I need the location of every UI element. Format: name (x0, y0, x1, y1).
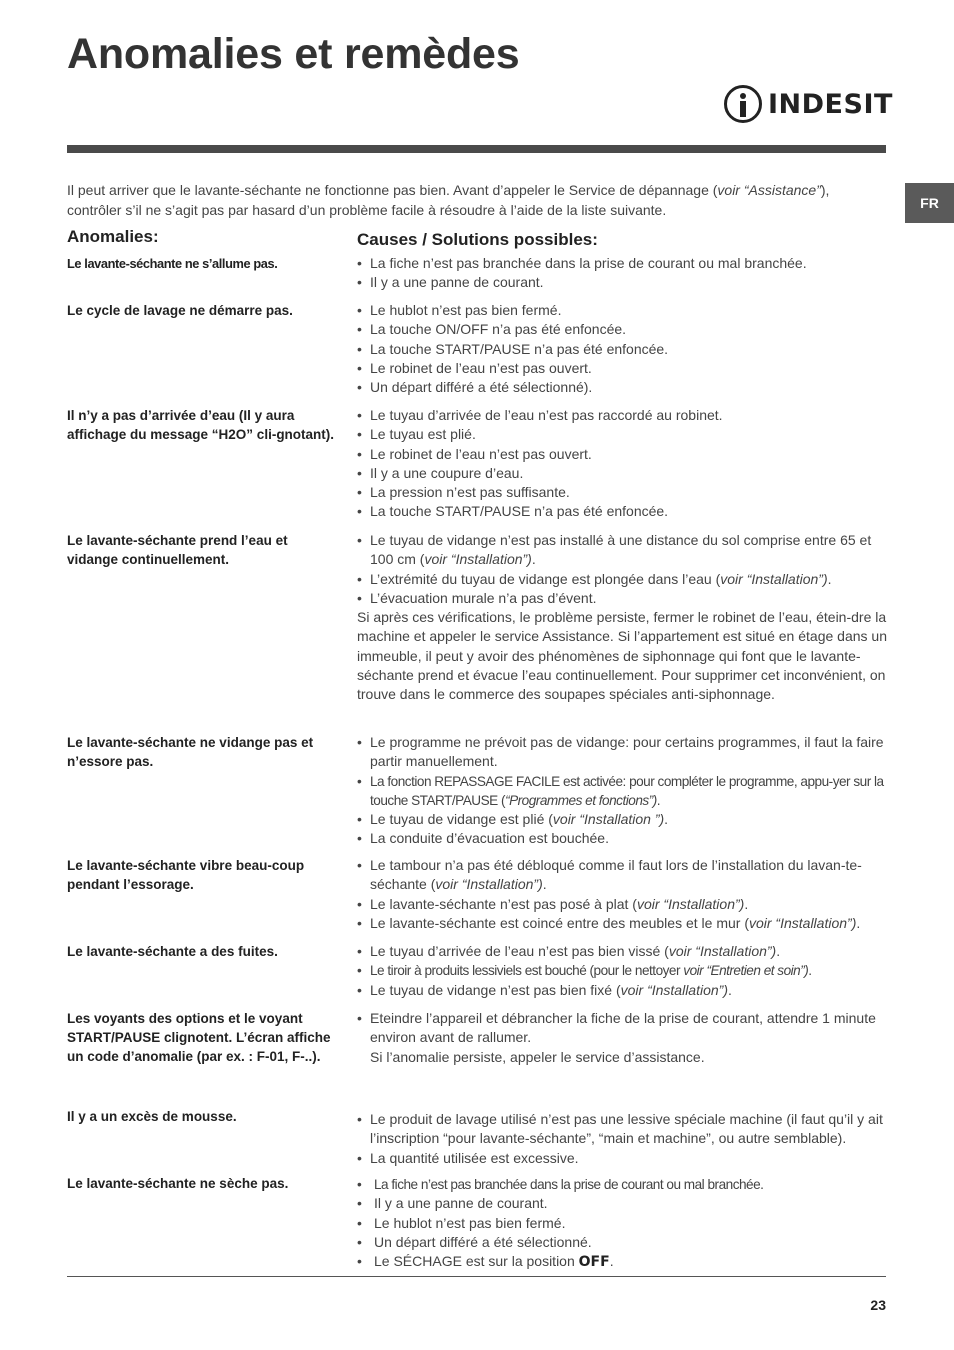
intro-text-2: ), contrôler s’il ne s’agit pas par hasard d’un problème facile à résoudre à l’aide de la liste suivante. (67, 182, 830, 218)
cause-item: • Le tuyau de vidange est plié (voir “Installation ”). (357, 810, 887, 829)
cause-item: • La fiche n’est pas branchée dans la prise de courant ou mal branchée. (357, 1175, 887, 1194)
causes-list (357, 1110, 887, 1168)
cause-item: • La touche START/PAUSE n’a pas été enfoncée. (357, 340, 887, 359)
cause-followup: Si l’anomalie persiste, appeler le service d’assistance. (370, 1048, 705, 1065)
cause-item: • La fiche n’est pas branchée dans la prise de courant ou mal branchée. (357, 254, 887, 273)
anomaly-label: Le lavante-séchante ne s’allume pas. (67, 256, 278, 271)
cause-item: • La quantité utilisée est excessive. (357, 1149, 887, 1168)
cause-item: • La touche ON/OFF n’a pas été enfoncée. (357, 320, 887, 339)
cause-item: • La conduite d’évacuation est bouchée. (357, 829, 887, 848)
causes-list (357, 406, 887, 522)
cause-item: • La pression n’est pas suffisante. (357, 483, 887, 502)
intro-reference: voir “Assistance” (717, 182, 821, 198)
siphon-note: Si après ces vérifications, le problème persiste, fermer le robinet de l’eau, étein-dre la machine et appeler le service Assistance. Si l’appartement est situé en étage dans un immeuble, il peut y avoir des phénomènes de siphonnage qui font que le lavante-séchante prend et évacue l’eau continuellement. Pour supprimer cet inconvénient, on trouve dans le commerce des soupapes spéciales anti-siphonnage. (357, 609, 887, 703)
anomaly-label: Le lavante-séchante ne vidange pas et n’essore pas. (67, 735, 314, 769)
indesit-i-logo-icon (724, 85, 762, 123)
intro-paragraph (67, 180, 887, 220)
cause-item: • Le tiroir à produits lessiviels est bouché (pour le nettoyer voir “Entretien et soin”). (357, 961, 887, 980)
cause-item: • Le tuyau d’arrivée de l’eau n’est pas raccordé au robinet. (357, 406, 887, 425)
cause-item: • Il y a une panne de courant. (357, 273, 887, 292)
anomaly-label: Le lavante-séchante a des fuites. (67, 944, 278, 959)
page-title: Anomalies et remèdes (67, 30, 520, 78)
cause-item: • Un départ différé a été sélectionné. (357, 1233, 887, 1252)
cause-item: • Il y a une panne de courant. (357, 1194, 887, 1213)
anomaly-label: Le lavante-séchante vibre beau-coup pendant l’essorage. (67, 858, 305, 892)
cause-item: • Un départ différé a été sélectionné). (357, 378, 887, 397)
anomaly-label: Les voyants des options et le voyant START/PAUSE clignotent. L’écran affiche un code d’anomalie (par ex. : F-01, F-..). (67, 1011, 331, 1064)
anomaly-label: Il n’y a pas d’arrivée d’eau (Il y aura affichage du message “H2O” cli-gnotant). (67, 408, 335, 442)
brand-name: INDESIT (768, 88, 893, 120)
cause-item: • L’évacuation murale n’a pas d’évent. (357, 589, 887, 608)
cause-item: • Le tuyau de vidange n’est pas installé à une distance du sol comprise entre 65 et 100 cm (voir “Installation”). (357, 531, 887, 570)
cause-item: • Le lavante-séchante n’est pas posé à plat (voir “Installation”). (357, 895, 887, 914)
cause-item: • Le tuyau de vidange n’est pas bien fixé (voir “Installation”). (357, 981, 887, 1000)
cause-item: • L’extrémité du tuyau de vidange est plongée dans l’eau (voir “Installation”). (357, 570, 887, 589)
cause-item: • Le produit de lavage utilisé n’est pas une lessive spéciale machine (il faut qu’il y ait l’inscription “pour lavante-séchante”, “main et machine”, ou autre semblable). (357, 1110, 887, 1149)
causes-list (357, 1175, 887, 1272)
causes-list (357, 942, 887, 1000)
cause-item: • Le hublot n’est pas bien fermé. (357, 1214, 887, 1233)
bottom-divider (67, 1276, 886, 1277)
anomalies-heading: Anomalies: (67, 227, 159, 246)
intro-text-1: Il peut arriver que le lavante-séchante ne fonctionne pas bien. Avant d’appeler le Service de dépannage ( (67, 182, 718, 198)
cause-item: • Le tuyau d’arrivée de l’eau n’est pas bien vissé (voir “Installation”). (357, 942, 887, 961)
title-divider (67, 145, 886, 153)
anomaly-label: Le cycle de lavage ne démarre pas. (67, 303, 293, 318)
cause-item: • La touche START/PAUSE n’a pas été enfoncée. (357, 502, 887, 521)
cause-item: • Le SÉCHAGE est sur la position OFF. (357, 1252, 887, 1272)
causes-list (357, 301, 887, 397)
cause-item: • Il y a une coupure d’eau. (357, 464, 887, 483)
causes-list (357, 733, 887, 849)
causes-list (357, 1009, 887, 1067)
cause-item: • Le tuyau est plié. (357, 425, 887, 444)
causes-list (357, 856, 887, 933)
cause-item: • La fonction REPASSAGE FACILE est activée: pour compléter le programme, appu-yer sur la touche START/PAUSE (“Programmes et fonctions”). (357, 772, 887, 811)
anomaly-label: Le lavante-séchante ne sèche pas. (67, 1176, 289, 1191)
cause-item: • Le lavante-séchante est coincé entre des meubles et le mur (voir “Installation”). (357, 914, 887, 933)
cause-item: • Le tambour n’a pas été débloqué comme il faut lors de l’installation du lavan-te-séchante (voir “Installation”). (357, 856, 887, 895)
language-tab: FR (905, 183, 954, 223)
page-number: 23 (870, 1297, 886, 1313)
cause-item: • Le programme ne prévoit pas de vidange: pour certains programmes, il faut la faire partir manuellement. (357, 733, 887, 772)
cause-item: • Le robinet de l’eau n’est pas ouvert. (357, 359, 887, 378)
indesit-logo (724, 83, 893, 125)
causes-heading: Causes / Solutions possibles: (357, 230, 598, 249)
cause-item: • Le hublot n’est pas bien fermé. (357, 301, 887, 320)
cause-item: • Eteindre l’appareil et débrancher la fiche de la prise de courant, attendre 1 minute environ avant de rallumer. (357, 1009, 887, 1048)
off-label: OFF (578, 1254, 610, 1271)
anomaly-label: Il y a un excès de mousse. (67, 1109, 237, 1124)
causes-list (357, 531, 887, 705)
anomaly-label: Le lavante-séchante prend l’eau et vidange continuellement. (67, 533, 288, 567)
causes-list (357, 254, 887, 293)
cause-item: • Le robinet de l’eau n’est pas ouvert. (357, 445, 887, 464)
